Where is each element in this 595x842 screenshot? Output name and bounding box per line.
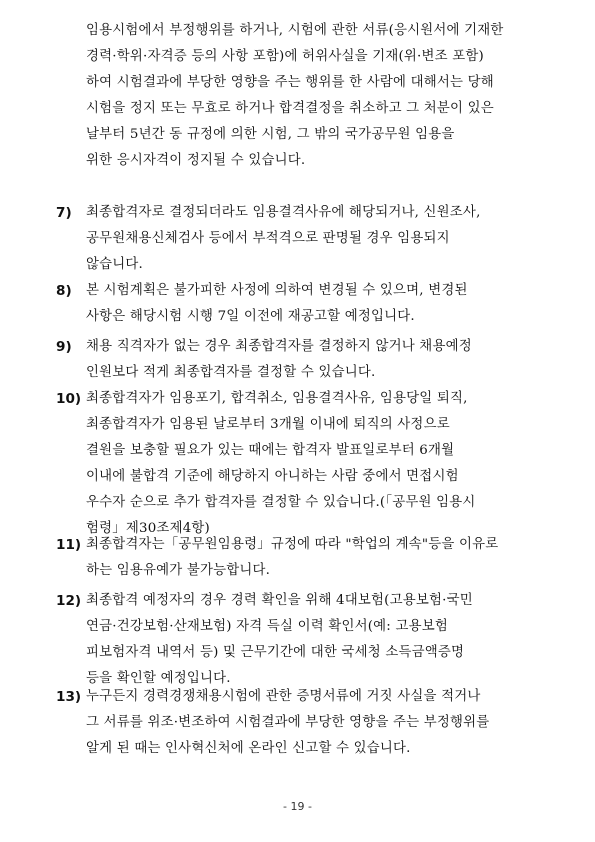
- item-line: 그 서류를 위조·변조하여 시험결과에 부당한 영향을 주는 부정행위를: [86, 715, 490, 730]
- item-body: [86, 200, 556, 278]
- item-line: 채용 직격자가 없는 경우 최종합격자를 결정하지 않거나 채용예정: [86, 339, 472, 354]
- item-line: 험령」제30조제4항): [86, 521, 210, 536]
- intro-line: 날부터 5년간 동 규정에 의한 시험, 그 밖의 국가공무원 임용을: [86, 127, 455, 142]
- item-line: 최종합격 예정자의 경우 경력 확인을 위해 4대보험(고용보험·국민: [86, 593, 473, 608]
- intro-line: 임용시험에서 부정행위를 하거나, 시험에 관한 서류(응시원서에 기재한: [86, 23, 504, 38]
- page-number: - 19 -: [283, 800, 312, 813]
- item-body: [86, 588, 556, 692]
- item-line: 피보험자격 내역서 등) 및 근무기간에 대한 국세청 소득금액증명: [86, 645, 465, 660]
- item-line: 누구든지 경력경쟁채용시험에 관한 증명서류에 거짓 사실을 적거나: [86, 689, 481, 704]
- item-body: [86, 684, 556, 762]
- intro-line: 위한 응시자격이 정지될 수 있습니다.: [86, 153, 306, 168]
- intro-line: 하여 시험결과에 부당한 영향을 주는 행위를 한 사람에 대해서는 당해: [86, 75, 494, 90]
- item-line: 최종합격자는「공무원임용령」규정에 따라 "학업의 계속"등을 이유로: [86, 537, 499, 552]
- item-line: 공무원채용신체검사 등에서 부적격으로 판명될 경우 임용되지: [86, 231, 450, 246]
- item-line: 사항은 해당시험 시행 7일 이전에 재공고할 예정입니다.: [86, 309, 415, 324]
- item-number: 9): [56, 339, 72, 355]
- item-line: 최종합격자가 임용포기, 합격취소, 임용결격사유, 임용당일 퇴직,: [86, 391, 468, 406]
- item-body: [86, 532, 556, 584]
- item-body: [86, 334, 556, 386]
- item-number: 12): [56, 593, 82, 609]
- item-line: 우수자 순으로 추가 합격자를 결정할 수 있습니다.(「공무원 임용시: [86, 495, 476, 510]
- item-number: 10): [56, 391, 82, 407]
- item-number: 11): [56, 537, 82, 553]
- item-line: 최종합격자로 결정되더라도 임용결격사유에 해당되거나, 신원조사,: [86, 205, 481, 220]
- intro-paragraph: [86, 18, 556, 174]
- item-line: 않습니다.: [86, 257, 143, 272]
- item-line: 등을 확인할 예정입니다.: [86, 671, 231, 686]
- item-line: 알게 된 때는 인사혁신처에 온라인 신고할 수 있습니다.: [86, 741, 411, 756]
- item-body: [86, 278, 556, 330]
- item-number: 13): [56, 689, 82, 705]
- item-line: 본 시험계획은 불가피한 사정에 의하여 변경될 수 있으며, 변경된: [86, 283, 468, 298]
- item-line: 최종합격자가 임용된 날로부터 3개월 이내에 퇴직의 사정으로: [86, 417, 450, 432]
- item-number: 8): [56, 283, 72, 299]
- item-number: 7): [56, 205, 72, 221]
- item-body: [86, 386, 556, 542]
- item-line: 하는 임용유예가 불가능합니다.: [86, 563, 271, 578]
- item-line: 연금·건강보험·산재보험) 자격 득실 이력 확인서(예: 고용보험: [86, 619, 449, 634]
- item-line: 인원보다 적게 최종합격자를 결정할 수 있습니다.: [86, 365, 376, 380]
- intro-line: 시험을 정지 또는 무효로 하거나 합격결정을 취소하고 그 처분이 있은: [86, 101, 494, 116]
- item-line: 결원을 보충할 필요가 있는 때에는 합격자 발표일로부터 6개월: [86, 443, 455, 458]
- intro-line: 경력·학위·자격증 등의 사항 포함)에 허위사실을 기재(위·변조 포함): [86, 49, 484, 64]
- item-line: 이내에 불합격 기준에 해당하지 아니하는 사람 중에서 면접시험: [86, 469, 459, 484]
